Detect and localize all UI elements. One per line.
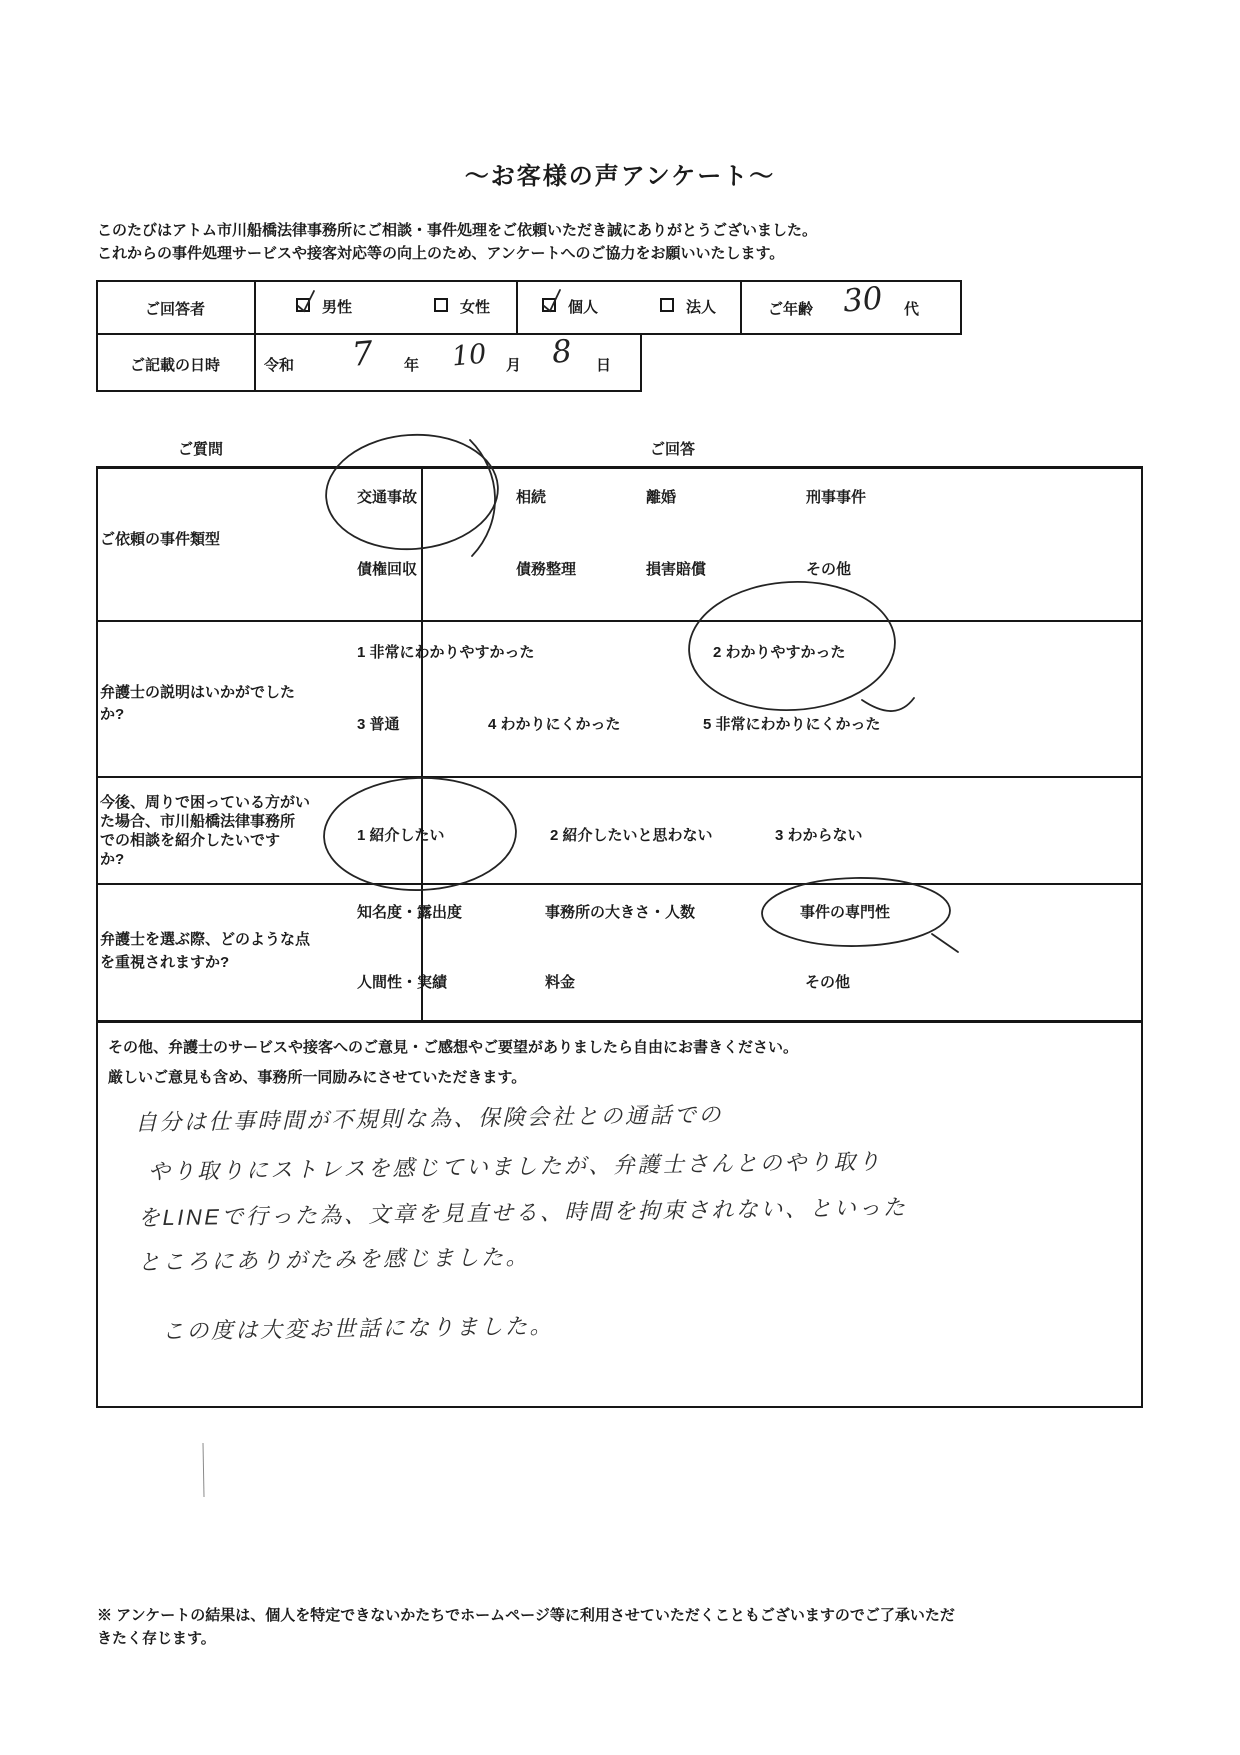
q3-label-line-3: での相談を紹介したいです xyxy=(100,832,281,849)
answer-column-header: ご回答 xyxy=(650,441,696,458)
footer-note-line-1: ※ アンケートの結果は、個人を特定できないかたちでホームページ等に利用させていただくこともございますのでご了承いただ xyxy=(97,1607,955,1624)
corporate-checkbox xyxy=(660,298,674,312)
divider xyxy=(740,280,742,335)
comment-instruction-1: その他、弁護士のサービスや接客へのご意見・ご感想やご要望がありましたら自由にお書きください。 xyxy=(108,1039,799,1056)
year-handwritten-value: 7 xyxy=(350,333,375,374)
q1-option-debt-consolidation: 債務整理 xyxy=(516,561,577,578)
q4-option-specialty: 事件の専門性 xyxy=(800,904,891,921)
handwritten-comment-line-1: 自分は仕事時間が不規則な為、保険会社との通話での xyxy=(134,1101,724,1136)
question-column-header: ご質問 xyxy=(178,441,224,458)
q1-option-damages: 損害賠償 xyxy=(646,561,707,578)
q2-option-4: 4 わかりにくかった xyxy=(488,716,621,733)
comment-instruction-2: 厳しいご意見も含め、事務所一同励みにさせていただきます。 xyxy=(108,1069,527,1086)
day-handwritten-value: 8 xyxy=(550,333,574,371)
intro-line-1: このたびはアトム市川船橋法律事務所にご相談・事件処理をご依頼いただき誠にありがとうございました。 xyxy=(97,222,818,239)
q1-option-inheritance: 相続 xyxy=(516,489,547,506)
handwritten-comment-line-2: やり取りにストレスを感じていましたが、弁護士さんとのやり取り xyxy=(147,1148,883,1185)
age-label: ご年齢 xyxy=(768,301,814,318)
individual-label: 個人 xyxy=(568,299,599,316)
individual-checkbox xyxy=(542,298,556,312)
age-suffix: 代 xyxy=(904,301,920,318)
q1-option-debt-collection: 債権回収 xyxy=(357,561,418,578)
handwritten-comment-line-5: この度は大変お世話になりました。 xyxy=(161,1313,555,1344)
female-checkbox xyxy=(434,298,448,312)
row-divider xyxy=(96,620,1143,622)
handwritten-comment-line-4: ところにありがたみを感じました。 xyxy=(137,1244,531,1275)
q2-label-line-2: か? xyxy=(100,706,125,723)
form-title: ～お客様の声アンケート～ xyxy=(464,163,776,190)
q3-label-line-1: 今後、周りで困っている方がい xyxy=(100,794,311,811)
q1-label: ご依頼の事件類型 xyxy=(100,531,221,548)
q2-label-line-1: 弁護士の説明はいかがでした xyxy=(100,684,296,701)
corporate-label: 法人 xyxy=(686,299,717,316)
q2-option-1: 1 非常にわかりやすかった xyxy=(357,644,535,661)
respondent-label: ご回答者 xyxy=(144,301,205,318)
q2-option-2: 2 わかりやすかった xyxy=(713,644,846,661)
q3-option-3: 3 わからない xyxy=(775,827,863,844)
q4-option-personality: 人間性・実績 xyxy=(357,974,448,991)
intro-line-2: これからの事件処理サービスや接客対応等の向上のため、アンケートへのご協力をお願いいたします。 xyxy=(97,245,785,262)
footer-note-line-2: きたく存じます。 xyxy=(97,1630,216,1647)
scan-artifact-mark xyxy=(203,1443,204,1497)
female-label: 女性 xyxy=(460,299,491,316)
q4-option-office-size: 事務所の大きさ・人数 xyxy=(545,904,696,921)
male-label: 男性 xyxy=(322,299,353,316)
q4-option-fee: 料金 xyxy=(545,974,576,991)
q1-option-divorce: 離婚 xyxy=(646,489,677,506)
q3-option-2: 2 紹介したいと思わない xyxy=(550,827,713,844)
q1-option-traffic-accident: 交通事故 xyxy=(357,489,418,506)
q1-option-criminal: 刑事事件 xyxy=(806,489,867,506)
month-handwritten-value: 10 xyxy=(450,338,488,373)
q4-option-fame: 知名度・露出度 xyxy=(357,904,463,921)
handwritten-comment-line-3: をLINEで行った為、文章を見直せる、時間を拘束されない、といった xyxy=(137,1194,908,1231)
male-checkbox xyxy=(296,298,310,312)
row-divider xyxy=(96,883,1143,885)
day-suffix: 日 xyxy=(596,357,612,374)
era-label: 令和 xyxy=(264,357,295,374)
divider xyxy=(516,280,518,335)
q4-label-line-1: 弁護士を選ぶ際、どのような点 xyxy=(100,931,311,948)
age-handwritten-value: 30 xyxy=(841,280,884,320)
divider xyxy=(254,333,256,392)
row-divider xyxy=(96,776,1143,778)
q4-option-other: その他 xyxy=(805,974,851,991)
q4-label-line-2: を重視されますか? xyxy=(100,954,230,971)
qa-column-divider xyxy=(421,466,423,1022)
q2-option-5: 5 非常にわかりにくかった xyxy=(703,716,881,733)
q1-option-other: その他 xyxy=(806,561,852,578)
q2-option-3: 3 普通 xyxy=(357,716,400,733)
year-suffix: 年 xyxy=(404,357,420,374)
month-suffix: 月 xyxy=(506,357,522,374)
date-label: ご記載の日時 xyxy=(129,357,220,374)
q3-label-line-2: た場合、市川船橋法律事務所 xyxy=(100,813,296,830)
divider xyxy=(254,280,256,335)
q3-label-line-4: か? xyxy=(100,851,125,868)
q3-option-1: 1 紹介したい xyxy=(357,827,445,844)
